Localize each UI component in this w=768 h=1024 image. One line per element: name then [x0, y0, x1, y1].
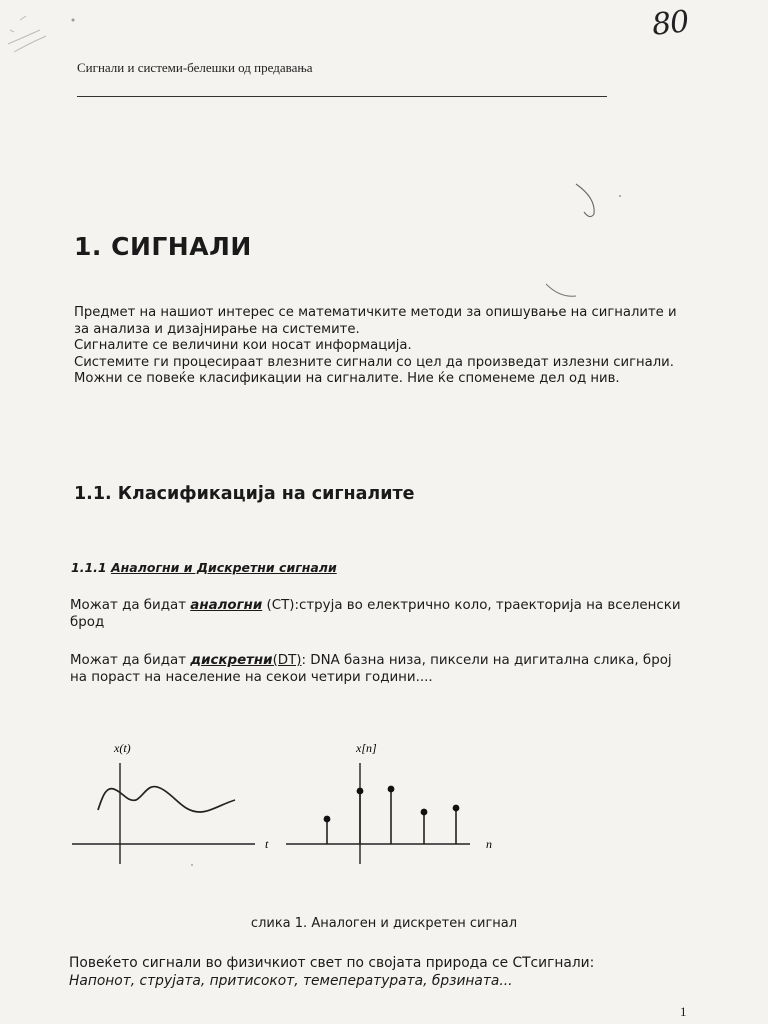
analog-prefix: Можат да бидат — [70, 598, 191, 613]
discrete-paragraph — [70, 652, 690, 686]
header-rule — [77, 96, 607, 97]
chapter-heading: 1. СИГНАЛИ — [74, 232, 252, 261]
stem-dot — [421, 809, 428, 816]
discrete-signal-plot — [286, 741, 492, 864]
analog-abbr: (CT) — [266, 598, 295, 613]
continuous-signal-label: x(t) — [114, 741, 131, 755]
continuous-signal-plot — [72, 741, 269, 864]
signal-figure — [60, 730, 520, 875]
analog-paragraph — [70, 597, 690, 631]
handwritten-page-note: 80 — [650, 4, 690, 43]
discrete-prefix: Можат да бидат — [70, 653, 191, 668]
stem-dot — [388, 786, 395, 793]
stem-dot — [357, 788, 364, 795]
discrete-n-label: n — [486, 837, 492, 851]
intro-paragraph: Системите ги процесираат влезните сигнали со цел да произведат излезни сигнали. — [74, 354, 674, 370]
discrete-keyword: дискретни — [190, 653, 273, 668]
discrete-rest: : DNA базна низа, пиксели на дигитална слика, број на пораст на население на секои четири години.... — [70, 653, 672, 685]
intro-paragraph: Можни се повеќе класификации на сигналите. Ние ќе спомeнеме дел од нив. — [74, 371, 620, 387]
analog-rest: :струја во електрично коло, траекторија на вселенски брод — [70, 598, 681, 630]
closing-examples: Напонот, струјата, притисокот, темепературата, брзината... — [69, 972, 513, 989]
running-header: Сигнали и системи-белешки од предавања — [77, 60, 313, 75]
subsection-heading — [71, 560, 337, 575]
analog-keyword: аналогни — [190, 598, 263, 613]
closing-paragraph — [69, 955, 689, 990]
subsection-number: 1.1.1 — [71, 560, 107, 575]
subsection-title: Аналогни и Дискретни сигнали — [110, 560, 337, 575]
closing-line: Повеќето сигнали во физичкиот свет по својата природа се CTсигнали: — [69, 955, 595, 971]
stem-dot — [324, 816, 331, 823]
page-number: 1 — [680, 1004, 687, 1019]
stem-dot — [453, 805, 460, 812]
figure-caption: слика 1. Аналоген и дискретен сигнал — [250, 916, 518, 931]
section-heading: 1.1. Класификација на сигналите — [74, 484, 415, 504]
intro-paragraphs — [74, 305, 694, 388]
discrete-stems — [324, 786, 460, 844]
intro-paragraph: Предмет на нашиот интерес се математичките методи за опишување на сигналите и за анализа и дизајнирање на системите. — [74, 305, 677, 337]
continuous-signal-curve — [98, 787, 235, 812]
discrete-abbr: (DT) — [272, 653, 302, 668]
intro-paragraph: Сигналите се величини кои носат информација. — [74, 338, 412, 354]
discrete-signal-label: x[n] — [356, 741, 377, 755]
continuous-t-label: t — [265, 837, 269, 851]
